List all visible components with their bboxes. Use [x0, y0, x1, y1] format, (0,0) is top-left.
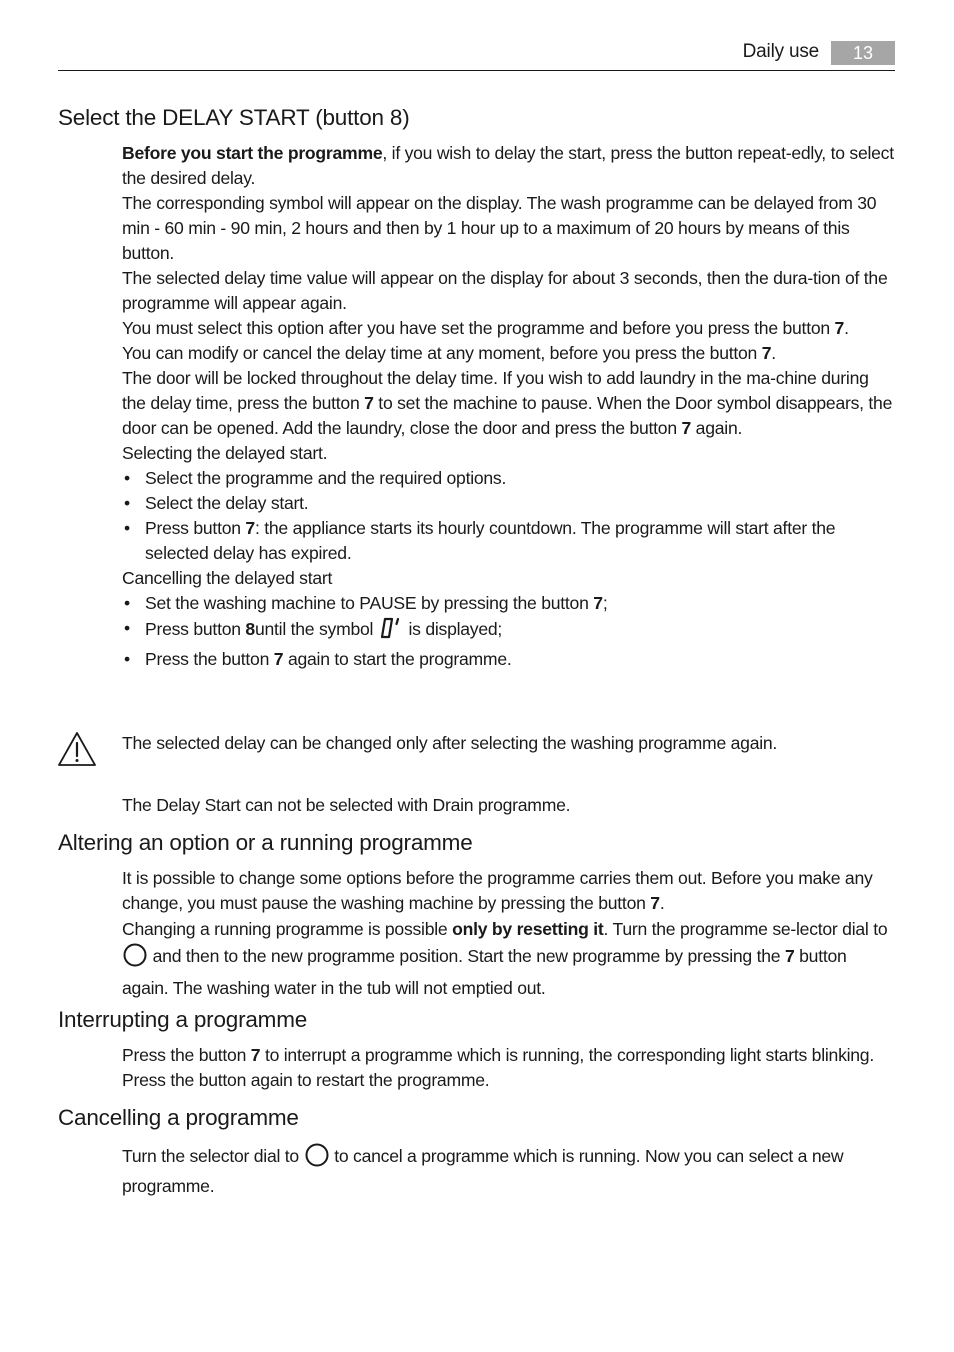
- list-item: [122, 616, 896, 647]
- warning-triangle-icon: [57, 730, 97, 768]
- text-fragment: Press the button: [145, 649, 274, 669]
- list-item: [122, 516, 896, 566]
- paragraph-intro: [122, 141, 896, 191]
- text-fragment: again.: [691, 418, 743, 438]
- text-fragment: : the appliance starts its hourly countdown. The programme will start after the selected delay has expired.: [145, 518, 836, 563]
- page-header: [58, 40, 895, 72]
- drain-note: The Delay Start can not be selected with Drain programme.: [122, 795, 571, 815]
- text-fragment: .: [771, 343, 776, 363]
- paragraph-altering-options: [122, 866, 896, 916]
- paragraph-value: The selected delay time value will appear on the display for about 3 seconds, then the dura-tion of the programme will appear again.: [122, 268, 888, 313]
- button-ref: 7: [250, 1045, 261, 1065]
- text-fragment: to cancel a programme which is running. Now you can select a new programme.: [122, 1146, 844, 1196]
- text-fragment: to interrupt a programme which is running, the corresponding light starts blinking. Press the button again to restart the programme.: [122, 1045, 874, 1090]
- button-ref: 7: [834, 318, 845, 338]
- text-fragment: Press the button: [122, 1045, 251, 1065]
- text-fragment: .: [844, 318, 849, 338]
- selector-off-circle-icon: [122, 943, 148, 975]
- zero-delay-symbol-icon: [378, 616, 404, 647]
- button-ref: 7: [273, 649, 284, 669]
- text-fragment: The door will be locked throughout the delay time. If you wish to add laundry in the ma-chine during the delay time, press the button: [122, 368, 869, 413]
- text-fragment: is displayed;: [403, 619, 503, 639]
- heading-altering: Altering an option or a running programme: [58, 830, 473, 855]
- cancelling-title: Cancelling the delayed start: [122, 568, 333, 588]
- page-number: 13: [831, 41, 895, 65]
- text-fragment: to set the machine to pause. When the Door symbol disappears, the door can be opened. Add the laundry, close the door and press the button: [122, 393, 893, 438]
- text-fragment: and then to the new programme position. Start the new programme by pressing the: [148, 946, 785, 966]
- intro-bold-text: Before you start the programme: [122, 143, 383, 163]
- text-fragment: again to start the programme.: [283, 649, 512, 669]
- text-fragment: It is possible to change some options before the programme carries them out. Before you make any change, you must pause the washing machine by pressing the button: [122, 868, 873, 913]
- paragraph-interrupting: [122, 1043, 896, 1093]
- list-item: • Select the programme and the required options.: [122, 466, 896, 491]
- text-fragment: . Turn the programme se-lector dial to: [603, 919, 888, 939]
- header-divider: [58, 70, 895, 71]
- text-fragment: You must select this option after you have set the programme and before you press the button: [122, 318, 835, 338]
- text-fragment: until the symbol: [254, 619, 378, 639]
- heading-cancelling: Cancelling a programme: [58, 1105, 299, 1130]
- text-fragment: Press button: [145, 518, 246, 538]
- paragraph-altering-running: [122, 916, 896, 1002]
- selecting-title: Selecting the delayed start.: [122, 443, 328, 463]
- cancelling-list: [122, 591, 896, 672]
- selecting-list: [122, 466, 896, 566]
- list-item: [122, 647, 896, 672]
- text-fragment: button again. The washing water in the tub will not emptied out.: [122, 946, 847, 998]
- text-fragment: ;: [602, 593, 608, 613]
- paragraph-modify: [122, 341, 896, 366]
- selector-off-circle-icon: [304, 1143, 330, 1174]
- cancelling-body: [122, 1143, 896, 1199]
- button-ref: 7: [784, 946, 795, 966]
- list-item: • Select the delay start.: [122, 491, 896, 516]
- button-ref: 7: [364, 393, 374, 413]
- bold-text: only by resetting it: [452, 919, 604, 939]
- header-section-title: Daily use: [742, 41, 819, 62]
- button-ref: 7: [761, 343, 772, 363]
- interrupting-body: [122, 1043, 896, 1093]
- intro-text: , if you wish to delay the start, press the button repeat-edly, to select the desired delay.: [122, 143, 894, 188]
- text-fragment: .: [659, 893, 665, 913]
- paragraph-door: [122, 366, 896, 441]
- text-fragment: You can modify or cancel the delay time at any moment, before you press the button: [122, 343, 762, 363]
- button-ref: 8: [245, 619, 255, 639]
- paragraph-must-select: [122, 316, 896, 341]
- delay-start-body: [122, 141, 896, 672]
- text-fragment: Set the washing machine to PAUSE by pressing the button: [145, 593, 594, 613]
- altering-body: [122, 866, 896, 1002]
- button-ref: 7: [593, 593, 603, 613]
- paragraph-cancelling: [122, 1143, 896, 1199]
- list-item: [122, 591, 896, 616]
- text-fragment: Changing a running programme is possible: [122, 919, 453, 939]
- text-fragment: Turn the selector dial to: [122, 1146, 304, 1166]
- text-fragment: Press button: [145, 619, 246, 639]
- heading-delay-start: Select the DELAY START (button 8): [58, 105, 410, 130]
- button-ref: 7: [650, 893, 660, 913]
- button-ref: 7: [245, 518, 255, 538]
- heading-interrupting: Interrupting a programme: [58, 1007, 308, 1032]
- warning-note: The selected delay can be changed only after selecting the washing programme again.: [122, 733, 778, 753]
- paragraph-symbol: The corresponding symbol will appear on the display. The wash programme can be delayed from 30 min - 60 min - 90 min, 2 hours and then by 1 hour up to a maximum of 20 hours by means of this button.: [122, 193, 877, 263]
- button-ref: 7: [681, 418, 692, 438]
